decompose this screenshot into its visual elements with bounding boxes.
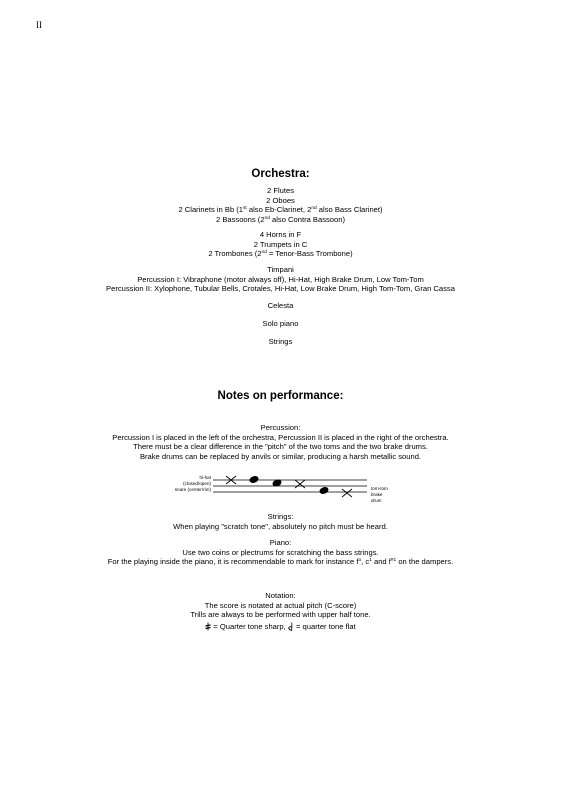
strings-notes-title: Strings: — [267, 512, 294, 521]
flutes-line: 2 Flutes — [266, 186, 294, 195]
clarinets-sup-2: nd — [311, 206, 317, 212]
notation-notes-title: Notation: — [265, 591, 296, 600]
trombones-text-b: = Tenor-Bass Trombone) — [266, 249, 353, 259]
page-number: II — [36, 20, 42, 30]
strings-notes — [0, 512, 561, 531]
staff-label-tomtom: tom-tom — [371, 486, 388, 491]
notes-heading: Notes on performance: — [217, 390, 344, 402]
strings-notes-line1: When playing "scratch tone", absolutely no pitch must be heard. — [173, 521, 388, 531]
percussion-notes-line1: Percussion I is placed in the left of the orchestra, Percussion II is placed in the right of the orchestra. — [112, 432, 449, 442]
piano-line2-text-d: on the dampers. — [396, 557, 454, 567]
piano-line2-sup-3: #1 — [390, 558, 397, 564]
piano-notes-line1: Use two coins or plectrums for scratching the bass strings. — [182, 547, 379, 557]
staff-label-snare: snare (center/rim) — [174, 487, 211, 492]
oboes-line: 2 Oboes — [266, 195, 295, 205]
orchestra-heading: Orchestra: — [251, 168, 310, 180]
trombones-text-a: 2 Trombones (2 — [208, 249, 262, 259]
clarinets-text-b: also Eb-Clarinet, 2 — [246, 205, 312, 215]
bassoons-sup: nd — [264, 215, 270, 221]
timpani-line: Timpani — [267, 265, 294, 274]
piano-line2-sup-2: 1 — [369, 558, 372, 564]
percussion-1-line: Percussion I: Vibraphone (motor always off), Hi-Hat, High Brake Drum, Low Tom-Tom — [137, 274, 424, 284]
percussion-2-line: Percussion II: Xylophone, Tubular Bells, Crotales, Hi-Hat, Low Brake Drum, High Tom-Tom, Gran Cassa — [106, 284, 455, 294]
trumpets-line: 2 Trumpets in C — [253, 239, 308, 249]
staff-left-labels — [175, 475, 212, 492]
bassoons-text-b: also Contra Bassoon) — [269, 214, 346, 224]
notation-notes-line3 — [0, 622, 561, 632]
piano-notes-line2 — [0, 557, 561, 567]
percussion-notes-line2: There must be a clear difference in the "pitch" of the two toms and the two brake drums. — [133, 442, 428, 452]
staff-label-drum: drum — [371, 498, 382, 503]
notation-notes-line1: The score is notated at actual pitch (C-score) — [204, 600, 357, 610]
trombones-sup: nd — [261, 250, 267, 256]
percussion-notes-title: Percussion: — [260, 423, 301, 432]
solo-piano-line: Solo piano — [262, 319, 299, 328]
piano-notes — [0, 538, 561, 567]
percussion-notes-line3: Brake drums can be replaced by anvils or similar, producing a harsh metallic sound. — [139, 451, 422, 461]
notation-notes-line2: Trills are always to be performed with upper half tone. — [190, 610, 371, 620]
notehead-1 — [249, 475, 259, 483]
celesta-line: Celesta — [267, 301, 294, 310]
notation-line3-text-a: = Quarter tone sharp, — [211, 621, 288, 631]
horns-line: 4 Horns in F — [259, 230, 302, 239]
strings-line: Strings — [268, 337, 293, 346]
notehead-3 — [319, 486, 329, 494]
bassoons-text-a: 2 Bassoons (2 — [215, 214, 265, 224]
piano-notes-title: Piano: — [269, 538, 292, 547]
clarinets-text-a: 2 Clarinets in Bb (1 — [178, 205, 244, 215]
notation-line3-text-b: = quarter tone flat — [293, 621, 356, 631]
piano-line2-text-a: For the playing inside the piano, it is recommendable to mark for instance f — [107, 557, 359, 567]
clarinets-sup-1: st — [243, 206, 247, 212]
x-notehead-3 — [342, 489, 352, 497]
staff-label-hihat: hi-hat — [199, 475, 211, 480]
piano-line2-text-b: , c — [361, 557, 370, 567]
clarinets-text-c: also Bass Clarinet) — [316, 205, 383, 215]
staff-right-labels — [371, 486, 388, 503]
staff-label-brake: brake — [371, 492, 383, 497]
piano-line2-text-c: and f — [371, 557, 391, 567]
piano-line2-sup-1: o — [358, 558, 362, 564]
x-notehead-2 — [295, 480, 305, 488]
notation-notes — [0, 591, 561, 631]
staff-label-closed-open: (closed/open) — [183, 481, 211, 486]
